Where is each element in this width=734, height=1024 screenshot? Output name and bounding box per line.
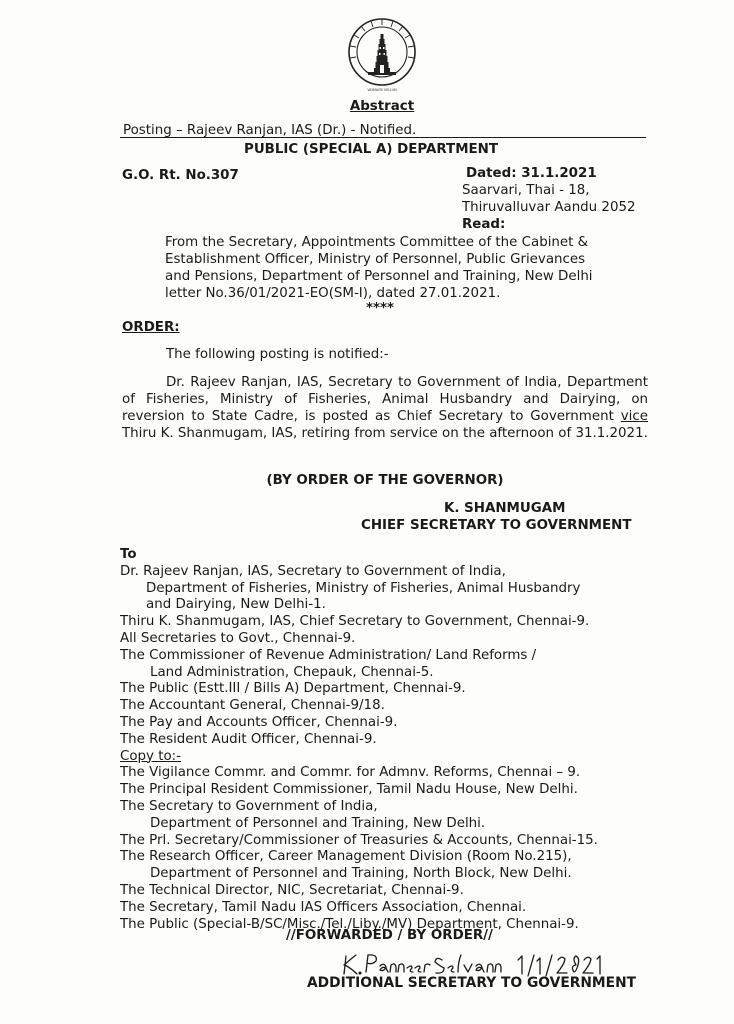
read-line: and Pensions, Department of Personnel and Training, New Delhi — [165, 269, 593, 284]
additional-secretary-title: ADDITIONAL SECRETARY TO GOVERNMENT — [307, 975, 637, 991]
list-item: The Resident Audit Officer, Chennai-9. — [120, 731, 377, 747]
forwarded-line: //FORWARDED / BY ORDER// — [286, 928, 493, 943]
list-item: The Vigilance Commr. and Commr. for Admnv. Reforms, Chennai – 9. — [120, 765, 581, 781]
list-item: The Accountant General, Chennai-9/18. — [120, 698, 385, 714]
abstract-heading: Abstract — [349, 99, 415, 114]
list-item: Dr. Rajeev Ranjan, IAS, Secretary to Government of India, — [120, 563, 506, 579]
order-date: Dated: 31.1.2021 — [466, 166, 597, 181]
list-item: The Commissioner of Revenue Administration/ Land Reforms / — [120, 647, 537, 663]
tamil-year: Thiruvalluvar Aandu 2052 — [462, 200, 636, 215]
department-name: PUBLIC (SPECIAL A) DEPARTMENT — [244, 142, 499, 157]
list-item: All Secretaries to Govt., Chennai-9. — [120, 630, 356, 646]
list-item: The Public (Estt.III / Bills A) Department, Chennai-9. — [120, 681, 466, 697]
list-item: Department of Fisheries, Ministry of Fisheries, Animal Husbandry — [146, 580, 581, 596]
tamil-nadu-emblem-icon — [339, 14, 425, 94]
list-item: The Secretary, Tamil Nadu IAS Officers Association, Chennai. — [120, 899, 527, 915]
order-body-text: Thiru K. Shanmugam, IAS, retiring from service on the afternoon of 31.1.2021. — [122, 426, 648, 441]
distribution-list — [120, 547, 680, 933]
list-item: Department of Personnel and Training, New Delhi. — [150, 815, 486, 831]
order-intro: The following posting is notified:- — [166, 347, 389, 362]
go-number: G.O. Rt. No.307 — [122, 168, 239, 183]
by-order-line: (BY ORDER OF THE GOVERNOR) — [266, 473, 504, 488]
list-item: The Prl. Secretary/Commissioner of Treasuries & Accounts, Chennai-15. — [120, 832, 598, 848]
subject-line: Posting – Rajeev Ranjan, IAS (Dr.) - Notified. — [123, 123, 417, 138]
read-line: letter No.36/01/2021-EO(SM-I), dated 27.01.2021. — [165, 286, 501, 301]
svg-text:VAYMAIYE VELLUM: VAYMAIYE VELLUM — [367, 88, 397, 92]
read-line: From the Secretary, Appointments Committee of the Cabinet & — [165, 235, 589, 250]
list-item: The Secretary to Government of India, — [120, 798, 378, 814]
list-item: The Public (Special-B/SC/Misc./Tel./Liby./MV) Department, Chennai-9. — [120, 916, 579, 932]
to-label: To — [120, 547, 137, 562]
separator-stars: **** — [365, 301, 394, 316]
order-body — [122, 374, 648, 442]
list-item: and Dairying, New Delhi-1. — [146, 597, 326, 613]
signatory-name: K. SHANMUGAM — [444, 501, 566, 516]
order-body-vice: vice — [620, 409, 648, 424]
signatory-title: CHIEF SECRETARY TO GOVERNMENT — [361, 518, 632, 533]
read-line: Establishment Officer, Ministry of Personnel, Public Grievances — [165, 252, 586, 267]
tamil-date: Saarvari, Thai - 18, — [462, 183, 590, 198]
list-item: Thiru K. Shanmugam, IAS, Chief Secretary to Government, Chennai-9. — [120, 614, 590, 630]
subject-rule — [120, 137, 646, 138]
order-heading: ORDER: — [122, 320, 180, 335]
list-item: The Pay and Accounts Officer, Chennai-9. — [120, 714, 398, 730]
list-item: The Research Officer, Career Management Division (Room No.215), — [120, 849, 572, 865]
list-item: The Principal Resident Commissioner, Tamil Nadu House, New Delhi. — [120, 782, 578, 798]
read-label: Read: — [462, 217, 506, 232]
copy-to-label: Copy to:- — [120, 748, 182, 764]
list-item: The Technical Director, NIC, Secretariat, Chennai-9. — [120, 882, 464, 898]
order-body-text: Dr. Rajeev Ranjan, IAS, Secretary to Government of India, Department of Fisheries, Ministry of Fisheries, Animal Husbandry and Dairying, on reversion to State Cadre, is posted as Chief Secretary to Government — [122, 375, 648, 424]
list-item: Land Administration, Chepauk, Chennai-5. — [150, 664, 434, 680]
list-item: Department of Personnel and Training, North Block, New Delhi. — [150, 866, 572, 882]
